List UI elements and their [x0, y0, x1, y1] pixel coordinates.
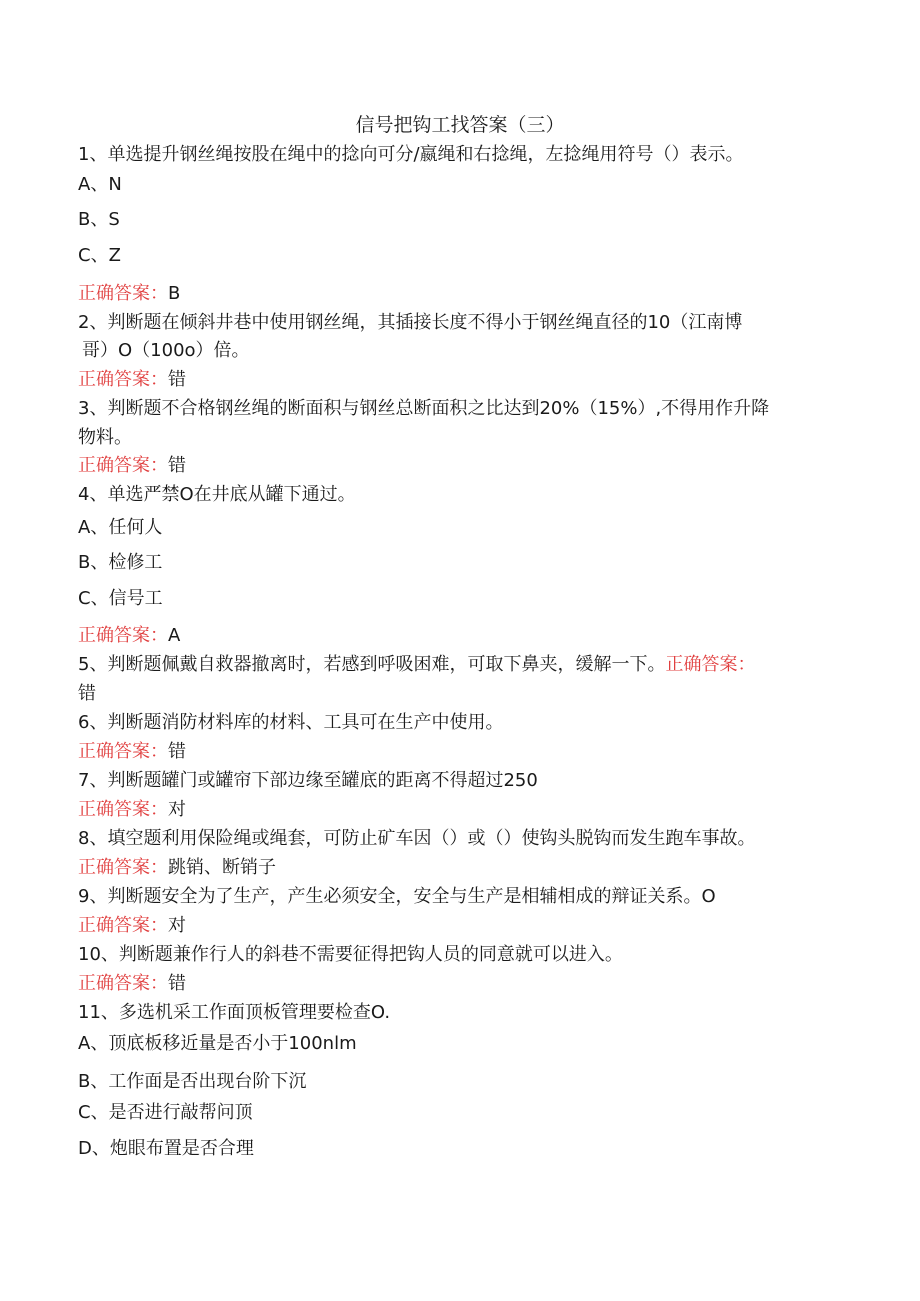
question-4-answer	[78, 623, 180, 649]
answer-label: 正确答案：	[78, 741, 168, 762]
question-6-answer	[78, 739, 186, 765]
question-10-text: 10、判断题兼作行人的斜巷不需要征得把钩人员的同意就可以进入。	[78, 944, 623, 965]
question-11-option-a: A、顶底板移近量是否小于100nlm	[78, 1033, 357, 1054]
question-4-option-c: C、信号工	[78, 588, 163, 609]
answer-value: 错	[168, 455, 186, 476]
answer-label: 正确答案：	[78, 915, 168, 936]
question-3-answer	[78, 453, 186, 479]
question-4-text: 4、单选严禁O在井底从罐下通过。	[78, 484, 356, 505]
answer-label: 正确答案：	[78, 283, 168, 304]
question-11-option-c: C、是否进行敲帮问顶	[78, 1102, 253, 1123]
question-4-option-b: B、检修工	[78, 552, 163, 573]
question-2-answer	[78, 367, 186, 393]
answer-value: B	[168, 283, 181, 304]
document-title: 信号把钩工找答案（三）	[355, 114, 565, 136]
question-4-option-a: A、任何人	[78, 517, 163, 538]
question-11-option-d: D、炮眼布置是否合理	[78, 1138, 254, 1159]
answer-label: 正确答案：	[78, 625, 168, 646]
question-7-answer	[78, 797, 186, 823]
answer-value: 错	[168, 973, 186, 994]
question-6-text: 6、判断题消防材料库的材料、工具可在生产中使用。	[78, 712, 504, 733]
question-8-text: 8、填空题利用保险绳或绳套，可防止矿车因（）或（）使钩头脱钩而发生跑车事故。	[78, 828, 756, 849]
question-2-line-2: 哥）O（100o）倍。	[82, 340, 250, 361]
question-8-answer	[78, 855, 276, 881]
answer-value: 对	[168, 799, 186, 820]
answer-label: 正确答案：	[78, 857, 168, 878]
question-1-answer	[78, 281, 180, 307]
answer-label: 正确答案：	[78, 973, 168, 994]
answer-value: A	[168, 625, 181, 646]
answer-value: 错	[168, 741, 186, 762]
question-1-text: 1、单选提升钢丝绳按股在绳中的捻向可分/嬴绳和右捻绳，左捻绳用符号（）表示。	[78, 144, 744, 165]
question-11-text: 11、多选机采工作面顶板管理要检查O.	[78, 1002, 391, 1023]
answer-value: 对	[168, 915, 186, 936]
question-1-option-c: C、Z	[78, 245, 121, 266]
answer-label: 正确答案：	[665, 654, 756, 675]
question-9-text: 9、判断题安全为了生产，产生必须安全，安全与生产是相辅相成的辩证关系。O	[78, 886, 716, 907]
question-2-line-1: 2、判断题在倾斜井巷中使用钢丝绳，其插接长度不得小于钢丝绳直径的10（江南博	[78, 312, 743, 333]
question-3-line-2: 物料。	[78, 427, 132, 448]
question-1-option-b: B、S	[78, 209, 120, 230]
question-10-answer	[78, 971, 186, 997]
question-1-option-a: A、N	[78, 174, 122, 195]
answer-label: 正确答案：	[78, 799, 168, 820]
question-5-body: 5、判断题佩戴自救器撤离时，若感到呼吸困难，可取下鼻夹，缓解一下。	[78, 654, 666, 675]
answer-label: 正确答案：	[78, 369, 168, 390]
answer-value: 错	[168, 369, 186, 390]
question-5-text	[78, 652, 755, 678]
question-11-option-b: B、工作面是否出现台阶下沉	[78, 1071, 307, 1092]
answer-label: 正确答案：	[78, 455, 168, 476]
question-9-answer	[78, 913, 186, 939]
answer-value: 跳销、断销子	[168, 857, 276, 878]
question-7-text: 7、判断题罐门或罐帘下部边缘至罐底的距离不得超过250	[78, 770, 538, 791]
question-5-answer: 错	[78, 683, 96, 704]
question-3-line-1: 3、判断题不合格钢丝绳的断面积与钢丝总断面积之比达到20%（15%）,不得用作升降	[78, 398, 770, 419]
